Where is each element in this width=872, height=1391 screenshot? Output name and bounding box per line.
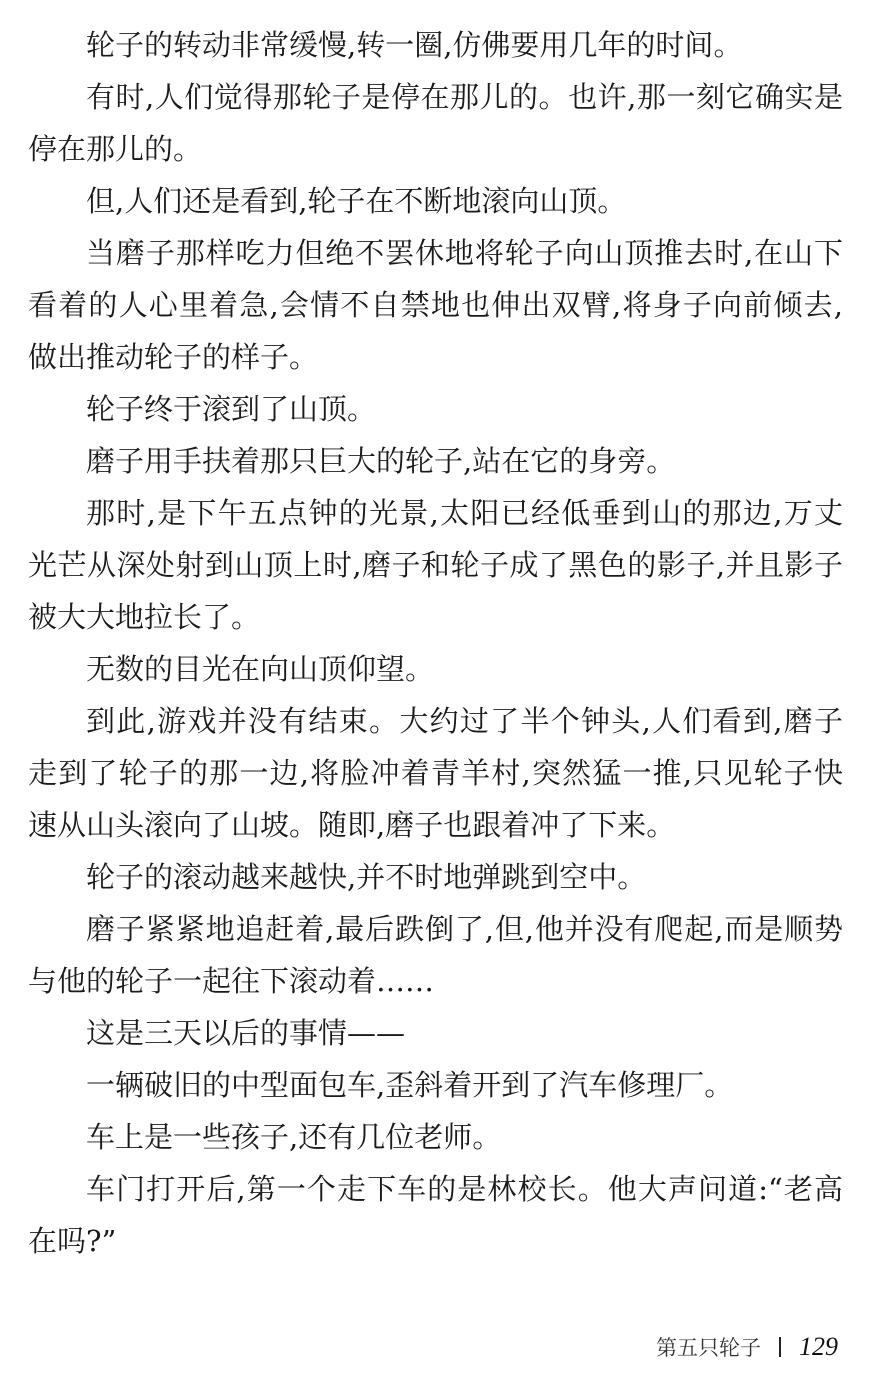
text-line: 停在那儿的。 [28,132,203,166]
paragraph [28,487,843,643]
text-line: 轮子的滚动越来越快,并不时地弹跳到空中。 [86,860,647,894]
paragraph [28,1163,843,1267]
text-line: 这是三天以后的事情—— [86,1016,406,1050]
text-line: 轮子的转动非常缓慢,转一圈,仿佛要用几年的时间。 [86,28,743,62]
text-line: 无数的目光在向山顶仰望。 [86,652,435,686]
text-line: 速从山头滚向了山坡。随即,磨子也跟着冲了下来。 [28,808,676,842]
paragraph [28,851,843,903]
paragraph [28,435,843,487]
text-line: 车上是一些孩子,还有几位老师。 [86,1120,502,1154]
text-line: 有时,人们觉得那轮子是停在那儿的。也许,那一刻它确实是 [86,80,843,114]
paragraph [28,903,843,1007]
text-line: 在吗?” [28,1224,117,1258]
page-body [28,19,843,1267]
text-line: 轮子终于滚到了山顶。 [86,392,377,426]
text-line: 被大大地拉长了。 [28,600,261,634]
text-line: 磨子用手扶着那只巨大的轮子,站在它的身旁。 [86,444,676,478]
paragraph [28,175,843,227]
text-line: 车门打开后,第一个走下车的是林校长。他大声问道:“老高 [86,1172,843,1206]
paragraph [28,19,843,71]
paragraph [28,1007,843,1059]
running-title: 第五只轮子 [656,1336,761,1360]
text-line: 做出推动轮子的样子。 [28,340,319,374]
paragraph [28,383,843,435]
paragraph [28,227,843,383]
text-line: 看着的人心里着急,会情不自禁地也伸出双臂,将身子向前倾去, [28,288,843,322]
paragraph [28,643,843,695]
paragraph [28,695,843,851]
paragraph [28,71,843,175]
text-line: 到此,游戏并没有结束。大约过了半个钟头,人们看到,磨子 [86,704,843,738]
text-line: 与他的轮子一起往下滚动着…… [28,964,435,998]
footer-divider [779,1337,781,1357]
page-footer [656,1332,838,1362]
paragraph [28,1059,843,1111]
text-line: 走到了轮子的那一边,将脸冲着青羊村,突然猛一推,只见轮子快 [28,756,843,790]
text-line: 一辆破旧的中型面包车,歪斜着开到了汽车修理厂。 [86,1068,734,1102]
page-number: 129 [799,1332,838,1361]
text-line: 磨子紧紧地追赶着,最后跌倒了,但,他并没有爬起,而是顺势 [86,912,843,946]
text-line: 当磨子那样吃力但绝不罢休地将轮子向山顶推去时,在山下 [86,236,843,270]
paragraph [28,1111,843,1163]
text-line: 光芒从深处射到山顶上时,磨子和轮子成了黑色的影子,并且影子 [28,548,843,582]
text-line: 但,人们还是看到,轮子在不断地滚向山顶。 [86,184,627,218]
text-line: 那时,是下午五点钟的光景,太阳已经低垂到山的那边,万丈 [86,496,843,530]
